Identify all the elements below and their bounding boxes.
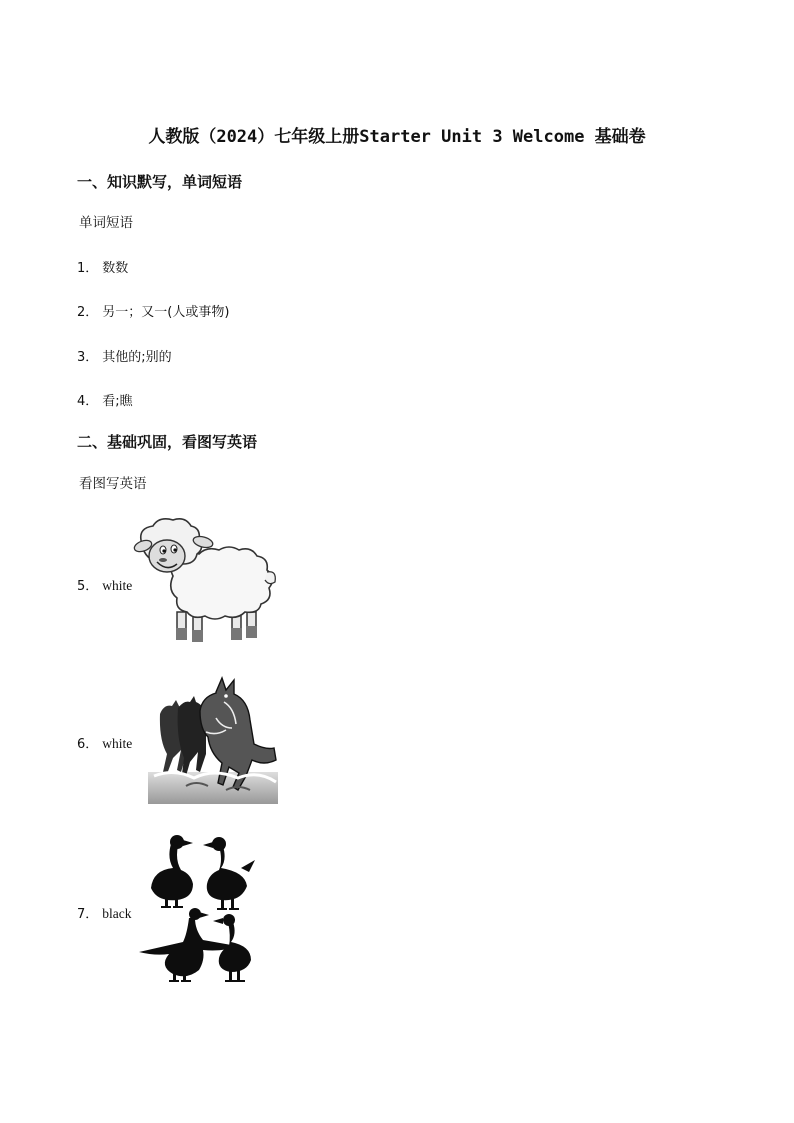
section2-sub-label: 看图写英语 (79, 476, 147, 492)
horses-picture (146, 672, 280, 806)
question-7 (77, 903, 132, 922)
question-number: 7． (77, 907, 99, 922)
question-number: 6． (77, 737, 99, 752)
question-text: 数数 (102, 261, 129, 276)
section1-heading: 一、知识默写，单词短语 (77, 173, 243, 191)
question-text: 其他的;别的 (102, 350, 172, 365)
question-5 (77, 575, 132, 594)
ducks-picture (137, 830, 267, 986)
section1-sub-label: 单词短语 (79, 215, 133, 231)
question-text: white (102, 578, 133, 593)
question-number: 3． (77, 350, 99, 365)
question-2 (77, 301, 229, 320)
section2-heading: 二、基础巩固，看图写英语 (77, 433, 258, 451)
question-number: 5． (77, 579, 99, 594)
sheep-picture (133, 516, 281, 648)
question-text: black (102, 906, 132, 921)
page-title: 人教版（2024）七年级上册Starter Unit 3 Welcome 基础卷 (148, 127, 646, 147)
question-number: 2． (77, 305, 99, 320)
question-6 (77, 733, 132, 752)
question-text: 另一；又一(人或事物) (102, 305, 230, 320)
question-1 (77, 257, 128, 276)
question-text: 看;瞧 (102, 394, 133, 409)
question-number: 4． (77, 394, 99, 409)
question-3 (77, 346, 172, 365)
question-4 (77, 390, 133, 409)
question-text: white (102, 736, 133, 751)
question-number: 1． (77, 261, 99, 276)
